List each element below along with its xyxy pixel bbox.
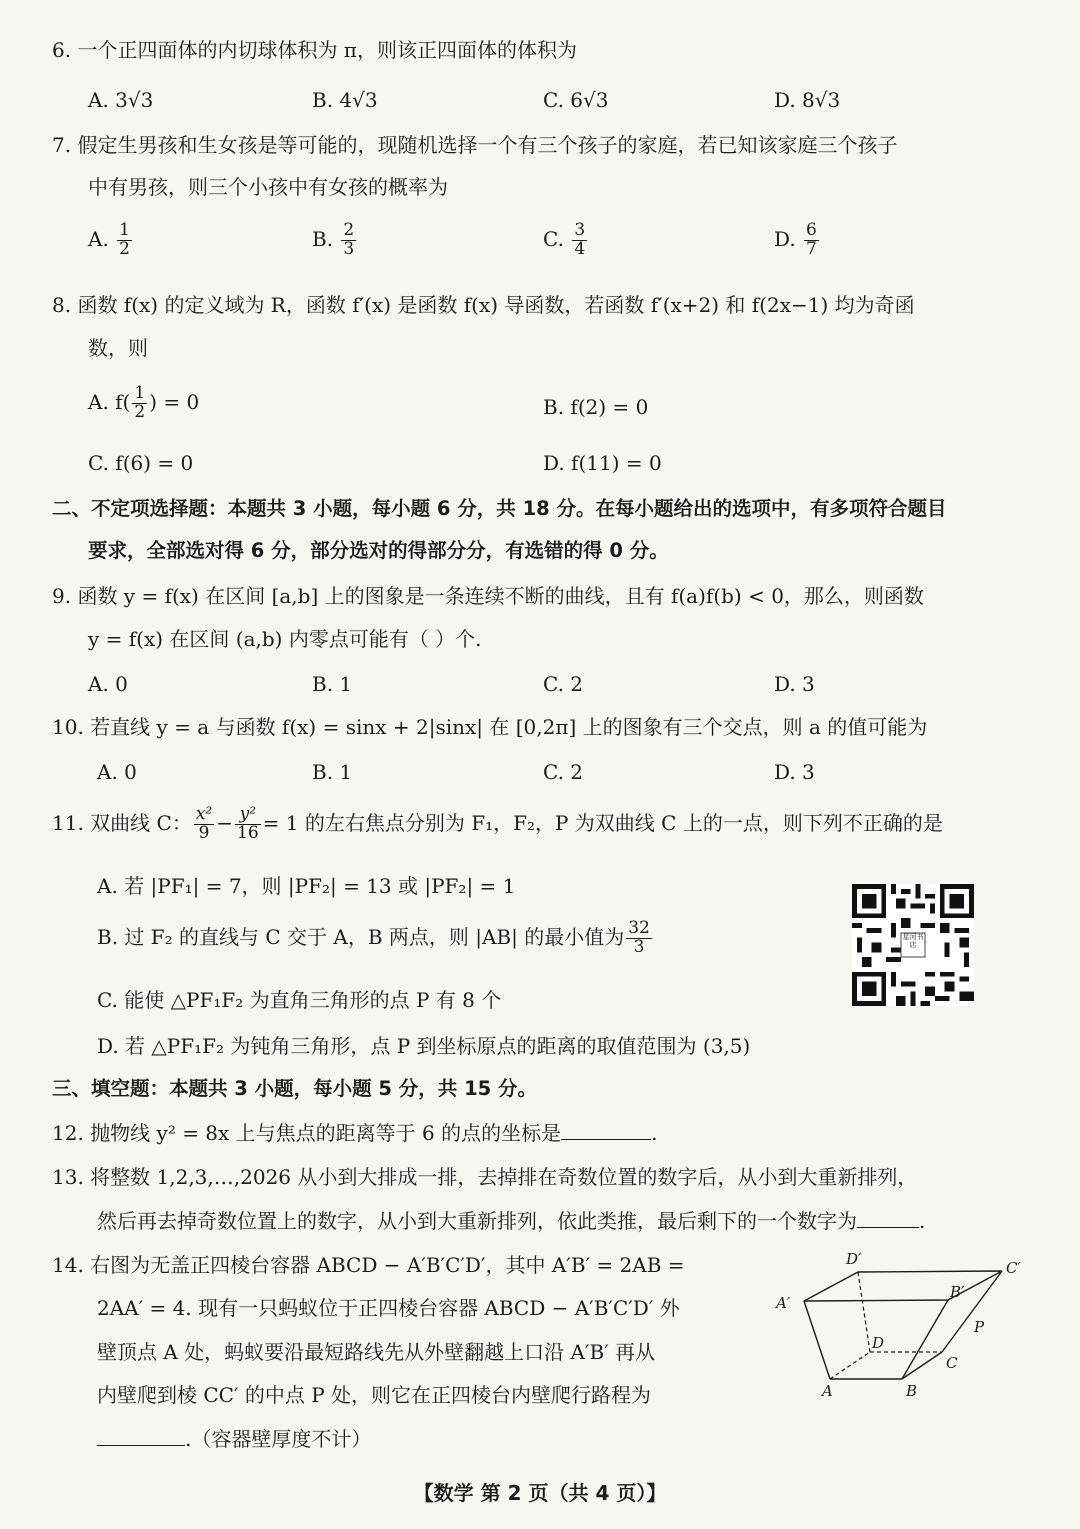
q10-stem: 10. 若直线 y = a 与函数 f(x) = sinx + 2|sinx| 在 [0,2π] 上的图象有三个交点，则 a 的值可能为 bbox=[52, 715, 928, 739]
qr-center-label: 星河书店 bbox=[902, 933, 924, 949]
q9-option-b: B. 1 bbox=[312, 672, 353, 696]
q14-line5-text: .（容器壁厚度不计） bbox=[185, 1427, 372, 1451]
q7-option-b bbox=[312, 222, 358, 259]
q9-option-a: A. 0 bbox=[88, 672, 128, 696]
page-footer: 【数学 第 2 页（共 4 页）】 bbox=[413, 1481, 667, 1505]
q9-option-c: C. 2 bbox=[543, 672, 584, 696]
q8-a-pre: A. f( bbox=[88, 389, 131, 414]
q9-line1: 9. 函数 y = f(x) 在区间 [a,b] 上的图象是一条连续不断的曲线，且有 f(a)f(b) < 0，那么，则函数 bbox=[52, 584, 924, 608]
q14-line1: 14. 右图为无盖正四棱台容器 ABCD − A′B′C′D′，其中 A′B′ = 2AB = bbox=[52, 1253, 685, 1277]
q8-a-post: ) = 0 bbox=[149, 389, 200, 414]
q7-d-fraction bbox=[804, 222, 819, 259]
q8-option-b: B. f(2) = 0 bbox=[543, 395, 649, 419]
q8-line2: 数，则 bbox=[88, 336, 148, 360]
q14-answer-blank[interactable] bbox=[97, 1427, 185, 1446]
q12-text: 12. 抛物线 y² = 8x 上与焦点的距离等于 6 的点的坐标是 bbox=[52, 1121, 562, 1145]
q11-f2-den: 16 bbox=[237, 822, 259, 843]
q9-option-d: D. 3 bbox=[774, 672, 815, 696]
q12-answer-blank[interactable] bbox=[561, 1121, 651, 1140]
q7-a-label: A. bbox=[88, 226, 109, 251]
q6-option-c: C. 6√3 bbox=[543, 88, 609, 112]
q10-option-d: D. 3 bbox=[774, 760, 815, 784]
q7-option-d bbox=[774, 222, 821, 259]
q11-fraction-x bbox=[194, 806, 214, 843]
q11-b-num: 32 bbox=[628, 918, 650, 938]
q7-a-den: 2 bbox=[119, 238, 130, 259]
label-d: D bbox=[872, 1334, 885, 1352]
q9-line2: y = f(x) 在区间 (a,b) 内零点可能有（ ）个. bbox=[88, 627, 482, 651]
q12-end: . bbox=[651, 1121, 658, 1145]
q11-f1-num: x² bbox=[195, 804, 213, 824]
q11-option-c: C. 能使 △PF₁F₂ 为直角三角形的点 P 有 8 个 bbox=[97, 988, 502, 1012]
q7-line1: 7. 假定生男孩和生女孩是等可能的，现随机选择一个有三个孩子的家庭，若已知该家庭三个孩子 bbox=[52, 133, 898, 157]
q7-b-fraction bbox=[341, 222, 356, 259]
q13-end: . bbox=[919, 1209, 926, 1233]
label-c: C bbox=[946, 1354, 958, 1372]
q13-line2 bbox=[97, 1209, 925, 1233]
q8-option-d: D. f(11) = 0 bbox=[543, 451, 662, 475]
q14-line5 bbox=[97, 1427, 371, 1451]
q6-option-d: D. 8√3 bbox=[774, 88, 841, 112]
q7-d-label: D. bbox=[774, 226, 796, 251]
q14-line4: 内壁爬到棱 CC′ 的中点 P 处，则它在正四棱台内壁爬行路程为 bbox=[97, 1383, 652, 1407]
q8-a-fraction bbox=[132, 385, 147, 422]
q11-option-b bbox=[97, 920, 654, 957]
q13-answer-blank[interactable] bbox=[857, 1209, 919, 1228]
edge-bb1 bbox=[902, 1300, 948, 1379]
q11-option-d: D. 若 △PF₁F₂ 为钝角三角形，点 P 到坐标原点的距离的取值范围为 (3,5) bbox=[97, 1034, 751, 1058]
section-3-header: 三、填空题：本题共 3 小题，每小题 5 分，共 15 分。 bbox=[52, 1077, 538, 1100]
q7-b-label: B. bbox=[312, 226, 334, 251]
q11-f1-den: 9 bbox=[198, 822, 210, 843]
q7-c-den: 4 bbox=[574, 238, 586, 259]
label-a1: A′ bbox=[776, 1294, 791, 1312]
q7-option-c bbox=[543, 222, 589, 259]
q11-stem bbox=[52, 806, 943, 843]
q7-d-den: 7 bbox=[806, 238, 817, 259]
q11-b-den: 3 bbox=[633, 936, 645, 957]
q11-minus: − bbox=[216, 810, 233, 835]
label-b1: B′ bbox=[950, 1283, 965, 1301]
edge-bc bbox=[902, 1352, 942, 1379]
label-d1: D′ bbox=[846, 1250, 862, 1268]
q7-c-label: C. bbox=[543, 226, 564, 251]
q11-post: = 1 的左右焦点分别为 F₁，F₂，P 为双曲线 C 上的一点，则下列不正确的是 bbox=[262, 810, 943, 835]
section-2-header: 二、不定项选择题：本题共 3 小题，每小题 6 分，共 18 分。在每小题给出的选项中，有多项符合题目 bbox=[52, 497, 947, 520]
q10-option-b: B. 1 bbox=[312, 760, 353, 784]
q6-stem: 6. 一个正四面体的内切球体积为 π，则该正四面体的体积为 bbox=[52, 38, 577, 62]
q14-line2: 2AA′ = 4. 现有一只蚂蚁位于正四棱台容器 ABCD − A′B′C′D′ 外 bbox=[97, 1296, 680, 1320]
q7-c-fraction bbox=[572, 222, 587, 259]
q7-b-den: 3 bbox=[343, 238, 355, 259]
q7-line2: 中有男孩，则三个小孩中有女孩的概率为 bbox=[88, 175, 448, 199]
label-p: P bbox=[974, 1318, 985, 1336]
q14-line3: 壁顶点 A 处，蚂蚁要沿最短路线先从外壁翻越上口沿 A′B′ 再从 bbox=[97, 1340, 656, 1364]
q8-a-num: 1 bbox=[134, 383, 146, 403]
q11-b-fraction bbox=[626, 920, 652, 957]
label-a: A bbox=[822, 1382, 833, 1400]
frustum-figure bbox=[770, 1244, 1040, 1404]
q11-b-pre: B. 过 F₂ 的直线与 C 交于 A，B 两点，则 |AB| 的最小值为 bbox=[97, 924, 625, 949]
q13-line1: 13. 将整数 1,2,3,…,2026 从小到大排成一排，去掉排在奇数位置的数字后，从小到大重新排列， bbox=[52, 1165, 918, 1189]
q10-option-a: A. 0 bbox=[97, 760, 137, 784]
top-face bbox=[804, 1271, 1002, 1301]
q6-option-b: B. 4√3 bbox=[312, 88, 378, 112]
q11-pre: 11. 双曲线 C： bbox=[52, 810, 192, 835]
q8-option-a bbox=[88, 385, 199, 422]
q7-option-a bbox=[88, 222, 134, 259]
q7-a-fraction bbox=[117, 222, 132, 259]
label-b: B bbox=[906, 1382, 918, 1400]
q7-d-num: 6 bbox=[806, 220, 817, 240]
section-2-header-line2: 要求，全部选对得 6 分，部分选对的得部分分，有选错的得 0 分。 bbox=[88, 539, 669, 562]
q10-option-c: C. 2 bbox=[543, 760, 584, 784]
q7-c-num: 3 bbox=[574, 220, 586, 240]
edge-dd1-hidden bbox=[858, 1272, 870, 1352]
q12-stem bbox=[52, 1121, 657, 1145]
q13-line2-text: 然后再去掉奇数位置上的数字，从小到大重新排列，依此类推，最后剩下的一个数字为 bbox=[97, 1209, 857, 1233]
q11-fraction-y bbox=[235, 806, 261, 843]
q11-option-a: A. 若 |PF₁| = 7，则 |PF₂| = 13 或 |PF₂| = 1 bbox=[97, 874, 516, 898]
q7-b-num: 2 bbox=[343, 220, 355, 240]
edge-ad-hidden bbox=[830, 1352, 870, 1379]
q11-f2-num: y² bbox=[235, 806, 261, 825]
label-c1: C′ bbox=[1006, 1259, 1021, 1277]
q8-option-c: C. f(6) = 0 bbox=[88, 451, 194, 475]
q6-option-a: A. 3√3 bbox=[88, 88, 154, 112]
edge-aa1 bbox=[804, 1301, 830, 1379]
q8-line1: 8. 函数 f(x) 的定义域为 R，函数 f′(x) 是函数 f(x) 导函数，若函数 f′(x+2) 和 f(2x−1) 均为奇函 bbox=[52, 293, 915, 317]
q7-a-num: 1 bbox=[119, 220, 130, 240]
q8-a-den: 2 bbox=[134, 401, 146, 422]
